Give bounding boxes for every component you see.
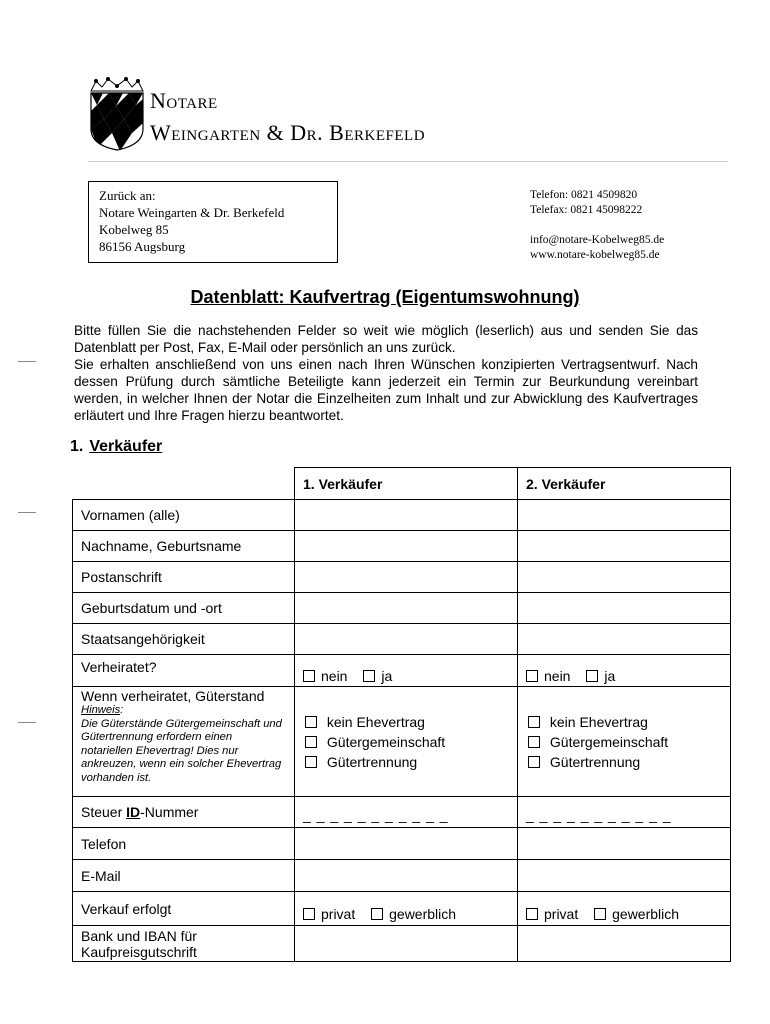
document-title: Datenblatt: Kaufvertrag (Eigentumswohnung) <box>190 287 580 307</box>
checkbox-icon[interactable] <box>305 736 317 748</box>
email-seller-2-field[interactable] <box>518 860 731 892</box>
intro-paragraph-1: Bitte füllen Sie die nachstehenden Felder so weit wie möglich (leserlich) aus und senden Sie das Datenblatt per Post, Fax, E-Mail oder persönlich an uns zurück. <box>74 323 698 355</box>
postanschrift-seller-1-field[interactable] <box>295 562 518 593</box>
privat-option[interactable]: privat <box>303 906 355 922</box>
kein-ehevertrag-option[interactable]: kein Ehevertrag <box>528 712 722 732</box>
guetergemeinschaft-option[interactable]: Gütergemeinschaft <box>528 732 722 752</box>
contact-email: info@notare-Kobelweg85.de <box>530 234 665 246</box>
row-label-bank: Bank und IBAN für Kaufpreisgutschrift <box>73 926 295 962</box>
intro-paragraph-2: Sie erhalten anschließend von uns einen nach Ihren Wünschen konzipierten Vertragsentwurf. Nach dessen Prüfung durch sämtliche Beteiligte kann jederzeit ein Termin zur Beurkundung vereinbart werden, in welcher Ihnen der Notar die Einzelheiten zum Inhalt und zur Abwicklung des Kaufvertrages erläutert und Ihre Fragen hierzu beantwortet. <box>74 357 698 423</box>
table-row <box>73 562 731 593</box>
checkbox-icon[interactable] <box>371 908 383 920</box>
table-row <box>73 655 731 687</box>
kein-ehevertrag-option[interactable]: kein Ehevertrag <box>305 712 509 732</box>
row-label-verheiratet: Verheiratet? <box>73 655 295 687</box>
checkbox-icon[interactable] <box>303 908 315 920</box>
section-number: 1. <box>70 438 84 455</box>
hinweis-text: Die Güterstände Gütergemeinschaft und Gütertrennung erfordern einen notariellen Ehevertrag! Dies nur ankreuzen, wenn ein solcher Ehevertrag vorhanden ist. <box>81 717 282 784</box>
steuer-id-seller-2-field[interactable]: _ _ _ _ _ _ _ _ _ _ _ <box>518 797 731 828</box>
row-label-verkauf: Verkauf erfolgt <box>73 892 295 926</box>
firm-name-line1: Notare <box>150 88 218 113</box>
row-label-geburt: Geburtsdatum und -ort <box>73 593 295 624</box>
table-row <box>73 828 731 860</box>
guetertrennung-option[interactable]: Gütertrennung <box>305 752 509 772</box>
steuer-id-highlight: ID <box>126 804 141 820</box>
return-address-label: Zurück an: <box>99 188 156 203</box>
postanschrift-seller-2-field[interactable] <box>518 562 731 593</box>
bank-seller-1-field[interactable] <box>295 926 518 962</box>
privat-option[interactable]: privat <box>526 906 578 922</box>
verheiratet-seller-1 <box>295 655 518 687</box>
ja-option[interactable]: ja <box>363 668 392 684</box>
return-address-name: Notare Weingarten & Dr. Berkefeld <box>99 205 285 220</box>
guetergemeinschaft-option[interactable]: Gütergemeinschaft <box>305 732 509 752</box>
row-label-email: E-Mail <box>73 860 295 892</box>
hinweis-label: Hinweis <box>81 704 121 716</box>
gewerblich-option[interactable]: gewerblich <box>594 906 679 922</box>
margin-fold-mark <box>18 361 36 362</box>
header-seller-2: 2. Verkäufer <box>518 468 731 500</box>
staat-seller-1-field[interactable] <box>295 624 518 655</box>
row-label-steuer: Steuer ID-Nummer <box>73 797 295 828</box>
return-address-box <box>88 181 338 263</box>
vornamen-seller-2-field[interactable] <box>518 500 731 531</box>
row-label-staat: Staatsangehörigkeit <box>73 624 295 655</box>
gueterstand-label-cell <box>73 687 295 797</box>
contact-fax: Telefax: 0821 45098222 <box>530 204 643 216</box>
nachname-seller-2-field[interactable] <box>518 531 731 562</box>
seller-table <box>72 467 731 962</box>
bank-seller-2-field[interactable] <box>518 926 731 962</box>
section-heading <box>70 438 162 456</box>
table-row <box>73 593 731 624</box>
row-label-telefon: Telefon <box>73 828 295 860</box>
return-address-street: Kobelweg 85 <box>99 222 169 237</box>
checkbox-icon[interactable] <box>363 670 375 682</box>
header-divider <box>88 161 728 162</box>
row-label-vornamen: Vornamen (alle) <box>73 500 295 531</box>
table-row <box>73 797 731 828</box>
guetertrennung-option[interactable]: Gütertrennung <box>528 752 722 772</box>
contact-phone: Telefon: 0821 4509820 <box>530 189 638 201</box>
gewerblich-option[interactable]: gewerblich <box>371 906 456 922</box>
hinweis-note: Hinweis: Die Güterstände Gütergemeinschaft und Gütertrennung erfordern einen notariellen Ehevertrag! Dies nur ankreuzen, wenn ein solcher Ehevertrag vorhanden ist. <box>81 704 282 784</box>
table-row <box>73 926 731 962</box>
table-row <box>73 687 731 797</box>
checkbox-icon[interactable] <box>594 908 606 920</box>
checkbox-icon[interactable] <box>526 908 538 920</box>
table-row <box>73 531 731 562</box>
nachname-seller-1-field[interactable] <box>295 531 518 562</box>
checkbox-icon[interactable] <box>528 716 540 728</box>
firm-name-line2: Weingarten & Dr. Berkefeld <box>150 120 426 145</box>
header-empty-cell <box>73 468 295 500</box>
contact-web: www.notare-kobelweg85.de <box>530 249 660 261</box>
vornamen-seller-1-field[interactable] <box>295 500 518 531</box>
email-seller-1-field[interactable] <box>295 860 518 892</box>
ja-option[interactable]: ja <box>586 668 615 684</box>
contact-block <box>530 188 664 263</box>
staat-seller-2-field[interactable] <box>518 624 731 655</box>
steuer-id-seller-1-field[interactable]: _ _ _ _ _ _ _ _ _ _ _ <box>295 797 518 828</box>
row-label-postanschrift: Postanschrift <box>73 562 295 593</box>
margin-fold-mark <box>18 512 36 513</box>
geburt-seller-1-field[interactable] <box>295 593 518 624</box>
return-address-city: 86156 Augsburg <box>99 239 186 254</box>
margin-fold-mark <box>18 722 36 723</box>
telefon-seller-2-field[interactable] <box>518 828 731 860</box>
row-label-gueterstand: Wenn verheiratet, Güterstand <box>81 688 265 704</box>
checkbox-icon[interactable] <box>528 756 540 768</box>
table-row <box>73 624 731 655</box>
checkbox-icon[interactable] <box>526 670 538 682</box>
table-row <box>73 500 731 531</box>
section-label: Verkäufer <box>89 438 163 455</box>
gueterstand-seller-1 <box>295 687 518 797</box>
geburt-seller-2-field[interactable] <box>518 593 731 624</box>
verkauf-seller-1 <box>295 892 518 926</box>
coat-of-arms-logo <box>88 77 146 151</box>
verkauf-seller-2 <box>518 892 731 926</box>
nein-option[interactable]: nein <box>303 668 347 684</box>
checkbox-icon[interactable] <box>305 716 317 728</box>
nein-option[interactable]: nein <box>526 668 570 684</box>
gueterstand-seller-2 <box>518 687 731 797</box>
checkbox-icon[interactable] <box>586 670 598 682</box>
intro-text <box>74 322 698 424</box>
checkbox-icon[interactable] <box>305 756 317 768</box>
telefon-seller-1-field[interactable] <box>295 828 518 860</box>
table-row <box>73 860 731 892</box>
checkbox-icon[interactable] <box>303 670 315 682</box>
verheiratet-seller-2 <box>518 655 731 687</box>
header-seller-1: 1. Verkäufer <box>295 468 518 500</box>
checkbox-icon[interactable] <box>528 736 540 748</box>
table-header-row <box>73 468 731 500</box>
row-label-nachname: Nachname, Geburtsname <box>73 531 295 562</box>
table-row <box>73 892 731 926</box>
